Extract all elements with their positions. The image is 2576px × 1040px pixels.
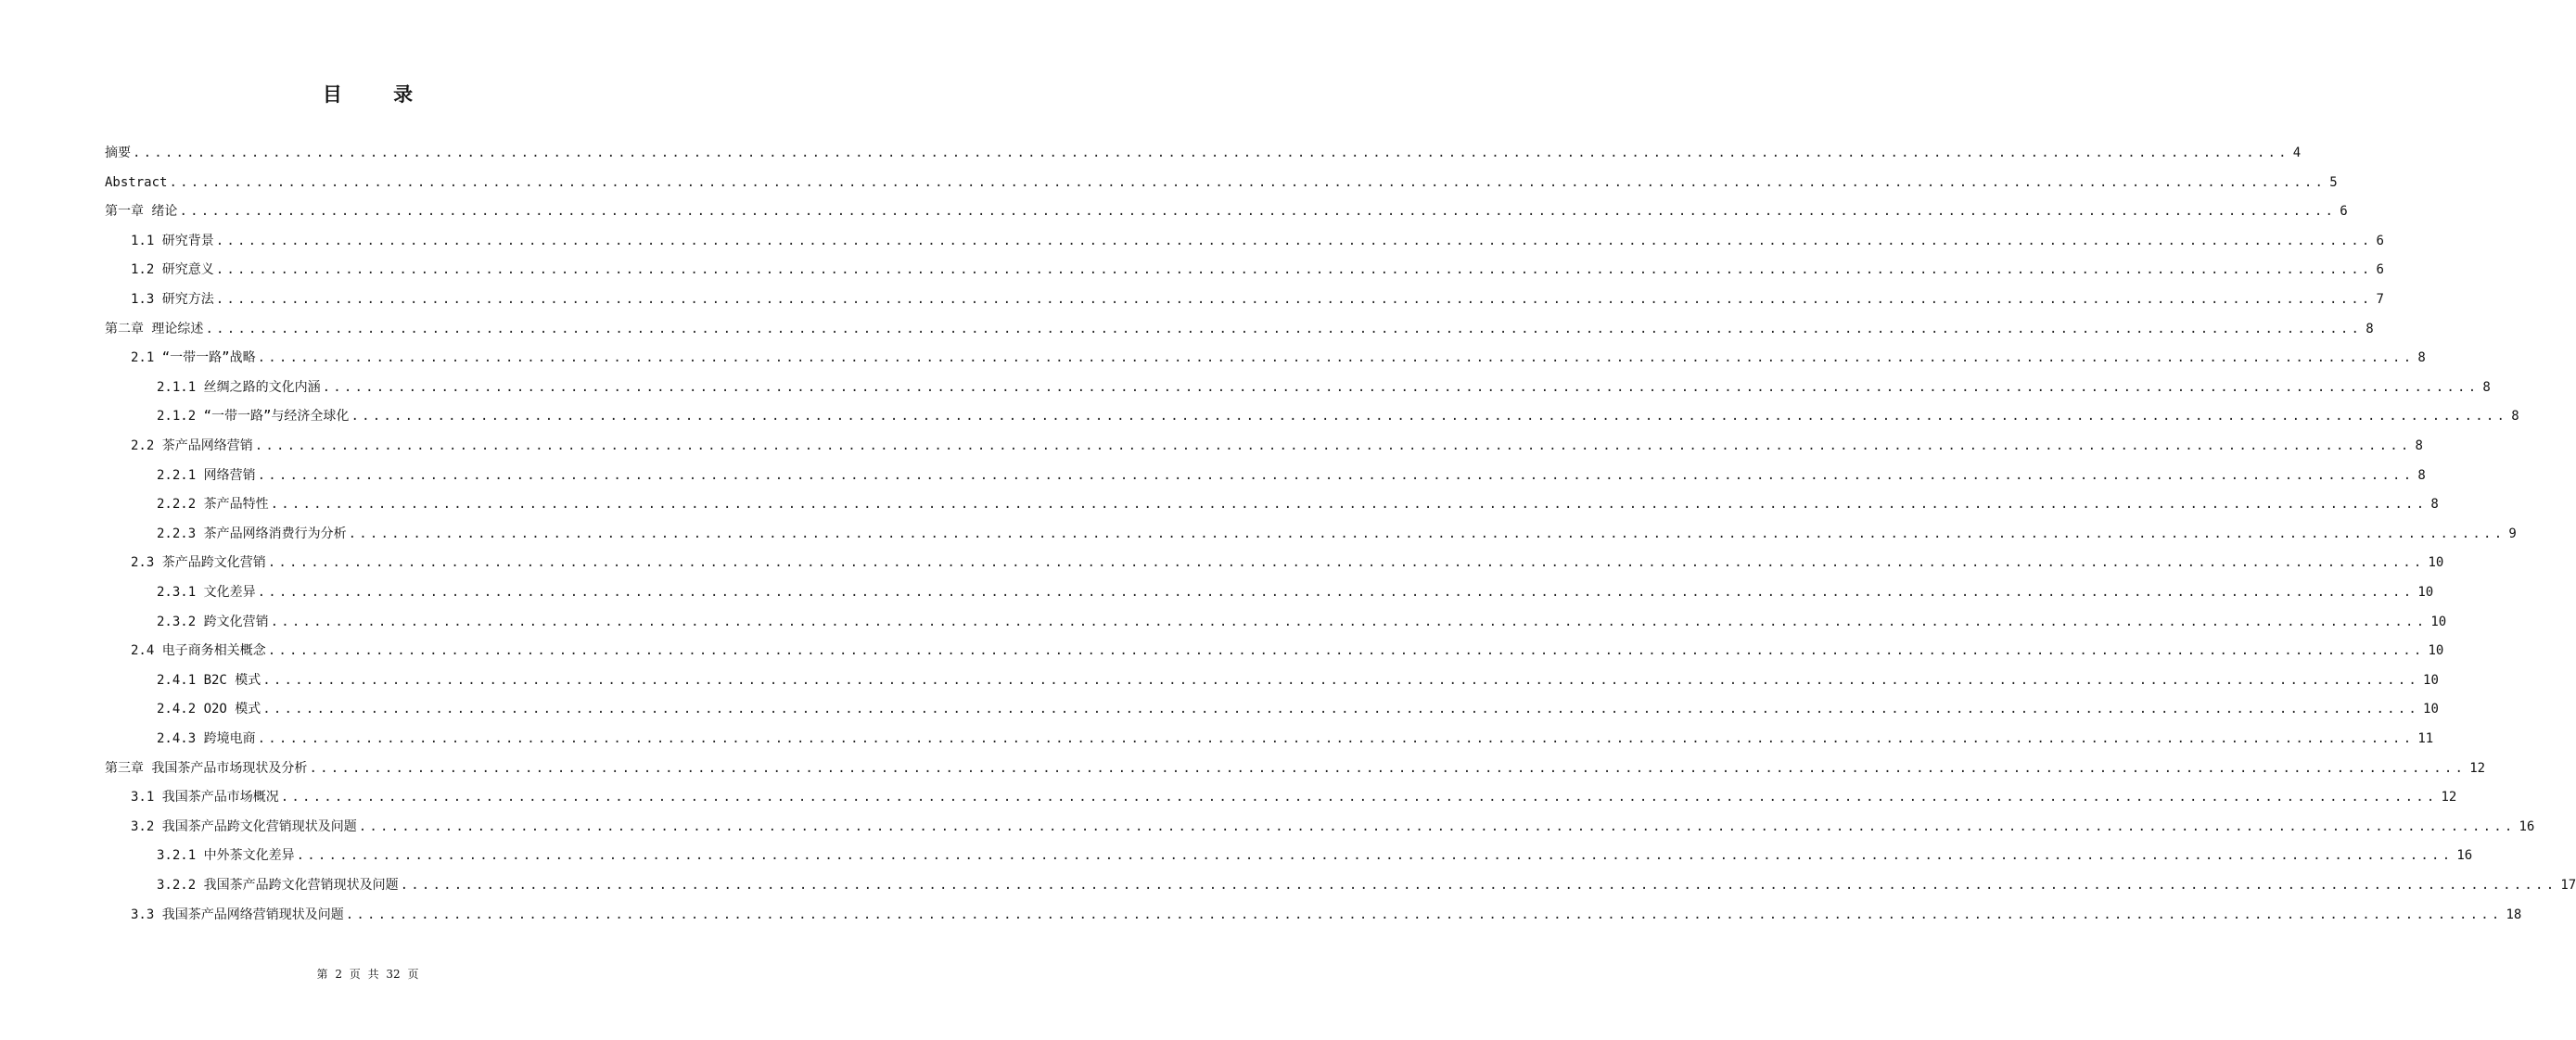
page-title: 目 录 (322, 83, 436, 106)
toc-entry[interactable] (131, 817, 2535, 837)
toc-entry-page-number: 9 (2508, 526, 2517, 541)
toc-entry[interactable] (131, 905, 2522, 925)
toc-dot-leader: ........................................................................................................................................................................................................ (270, 615, 2428, 629)
toc-dot-leader: ........................................................................................................................................................................................................ (215, 262, 2373, 277)
toc-dot-leader: ........................................................................................................................................................................................................ (270, 497, 2428, 512)
toc-entry-label: 2.2.3 茶产品网络消费行为分析 (157, 526, 347, 541)
toc-entry-label: 3.2.1 中外茶文化差异 (157, 848, 295, 863)
toc-entry-page-number: 8 (2482, 380, 2491, 395)
toc-entry[interactable] (157, 612, 2447, 632)
toc-entry-page-number: 6 (2340, 204, 2348, 219)
toc-entry[interactable] (157, 524, 2517, 544)
toc-entry-page-number: 7 (2376, 292, 2384, 307)
toc-dot-leader: ........................................................................................................................................................................................................ (296, 848, 2454, 863)
toc-entry[interactable] (105, 201, 2348, 222)
toc-entry[interactable] (131, 231, 2384, 251)
toc-entry-label: 3.3 我国茶产品网络营销现状及问题 (131, 907, 344, 922)
toc-entry[interactable] (157, 582, 2434, 602)
toc-entry-page-number: 16 (2456, 848, 2473, 863)
toc-entry[interactable] (131, 787, 2457, 807)
toc-entry[interactable] (157, 845, 2473, 866)
toc-entry-label: 2.4.1 B2C 模式 (157, 673, 261, 688)
toc-dot-leader: ........................................................................................................................................................................................................ (351, 409, 2508, 424)
toc-dot-leader: ........................................................................................................................................................................................................ (267, 643, 2425, 658)
toc-entry-label: 2.2 茶产品网络营销 (131, 438, 253, 453)
toc-dot-leader: ........................................................................................................................................................................................................ (309, 761, 2467, 776)
toc-entry[interactable] (131, 348, 2426, 368)
toc-entry[interactable] (131, 260, 2384, 280)
toc-entry-page-number: 10 (2423, 702, 2439, 717)
toc-dot-leader: ........................................................................................................................................................................................................ (257, 350, 2415, 365)
toc-entry-label: 2.4.2 O2O 模式 (157, 702, 261, 717)
toc-entry-label: 第二章 理论综述 (105, 322, 204, 336)
toc-entry-label: 2.1.1 丝绸之路的文化内涵 (157, 380, 321, 395)
toc-entry-page-number: 12 (2469, 761, 2486, 776)
toc-entry-page-number: 10 (2423, 673, 2439, 688)
toc-dot-leader: ........................................................................................................................................................................................................ (215, 292, 2373, 307)
toc-dot-leader: ........................................................................................................................................................................................................ (322, 380, 2480, 395)
toc-entry-label: 第一章 绪论 (105, 204, 178, 219)
toc-entry[interactable] (157, 494, 2439, 514)
toc-entry-page-number: 4 (2292, 146, 2302, 160)
toc-entry-page-number: 16 (2519, 819, 2535, 834)
toc-entry-label: 1.2 研究意义 (131, 262, 214, 277)
toc-entry-page-number: 8 (2415, 438, 2423, 453)
toc-dot-leader: ........................................................................................................................................................................................................ (345, 907, 2503, 922)
toc-entry[interactable] (105, 143, 2302, 163)
toc-entry[interactable] (157, 406, 2519, 426)
toc-entry[interactable] (105, 319, 2374, 339)
toc-dot-leader: ........................................................................................................................................................................................................ (280, 790, 2438, 805)
toc-entry-label: 2.3.1 文化差异 (157, 585, 256, 600)
toc-entry[interactable] (105, 172, 2338, 193)
toc-entry-label: 摘要 (105, 146, 131, 160)
toc-dot-leader: ........................................................................................................................................................................................................ (257, 731, 2415, 746)
toc-dot-leader: ........................................................................................................................................................................................................ (262, 673, 2420, 688)
toc-entry-page-number: 10 (2417, 585, 2434, 600)
toc-entry-label: 2.2.1 网络营销 (157, 468, 256, 483)
toc-dot-leader: ........................................................................................................................................................................................................ (400, 878, 2557, 893)
toc-dot-leader: ........................................................................................................................................................................................................ (257, 585, 2415, 600)
toc-entry[interactable] (131, 640, 2444, 661)
toc-entry[interactable] (157, 670, 2439, 691)
toc-entry-page-number: 6 (2376, 234, 2384, 248)
toc-dot-leader: ........................................................................................................................................................................................................ (348, 526, 2506, 541)
toc-entry-label: 第三章 我国茶产品市场现状及分析 (105, 761, 308, 776)
toc-dot-leader: ........................................................................................................................................................................................................ (179, 204, 2337, 219)
toc-entry-label: 2.3.2 跨文化营销 (157, 615, 269, 629)
toc-dot-leader: ........................................................................................................................................................................................................ (267, 555, 2425, 570)
toc-entry-label: 3.1 我国茶产品市场概况 (131, 790, 279, 805)
toc-entry-label: 3.2 我国茶产品跨文化营销现状及问题 (131, 819, 357, 834)
toc-entry[interactable] (157, 875, 2576, 895)
toc-entry-page-number: 8 (2417, 350, 2426, 365)
toc-entry[interactable] (131, 552, 2444, 573)
toc-dot-leader: ........................................................................................................................................................................................................ (169, 175, 2327, 190)
toc-entry-label: 1.3 研究方法 (131, 292, 214, 307)
toc-entry-page-number: 12 (2441, 790, 2457, 805)
toc-entry-page-number: 10 (2428, 643, 2444, 658)
toc-entry-label: 2.1.2 “一带一路”与经济全球化 (157, 409, 350, 424)
toc-entry[interactable] (157, 729, 2434, 749)
toc-dot-leader: ........................................................................................................................................................................................................ (254, 438, 2412, 453)
toc-entry-label: Abstract (105, 175, 168, 190)
toc-entry-page-number: 10 (2428, 555, 2444, 570)
toc-dot-leader: ........................................................................................................................................................................................................ (358, 819, 2516, 834)
toc-dot-leader: ........................................................................................................................................................................................................ (133, 146, 2289, 160)
toc-entry[interactable] (131, 289, 2384, 310)
toc-entry-label: 3.2.2 我国茶产品跨文化营销现状及问题 (157, 878, 399, 893)
toc-entry-label: 2.3 茶产品跨文化营销 (131, 555, 266, 570)
toc-dot-leader: ........................................................................................................................................................................................................ (205, 322, 2363, 336)
toc-entry[interactable] (157, 699, 2439, 719)
toc-entry[interactable] (131, 436, 2423, 456)
toc-entry-page-number: 8 (2366, 322, 2374, 336)
toc-entry-page-number: 18 (2506, 907, 2522, 922)
toc-entry[interactable] (157, 377, 2491, 398)
toc-entry-label: 1.1 研究背景 (131, 234, 214, 248)
toc-dot-leader: ........................................................................................................................................................................................................ (262, 702, 2420, 717)
toc-dot-leader: ........................................................................................................................................................................................................ (215, 234, 2373, 248)
toc-dot-leader: ........................................................................................................................................................................................................ (257, 468, 2415, 483)
page-footer: 第 2 页 共 32 页 (316, 968, 419, 981)
toc-entry-page-number: 11 (2417, 731, 2434, 746)
toc-entry-page-number: 5 (2329, 175, 2338, 190)
toc-entry-page-number: 8 (2430, 497, 2439, 512)
toc-entry-page-number: 6 (2376, 262, 2384, 277)
toc-entry-label: 2.4 电子商务相关概念 (131, 643, 266, 658)
toc-entry-page-number: 17 (2560, 878, 2576, 893)
toc-entry[interactable] (157, 465, 2426, 486)
toc-entry-page-number: 10 (2430, 615, 2447, 629)
toc-entry-label: 2.1 “一带一路”战略 (131, 350, 256, 365)
toc-entry-label: 2.4.3 跨境电商 (157, 731, 256, 746)
toc-entry[interactable] (105, 758, 2486, 779)
toc-entry-page-number: 8 (2511, 409, 2519, 424)
toc-entry-label: 2.2.2 茶产品特性 (157, 497, 269, 512)
toc-entry-page-number: 8 (2417, 468, 2426, 483)
